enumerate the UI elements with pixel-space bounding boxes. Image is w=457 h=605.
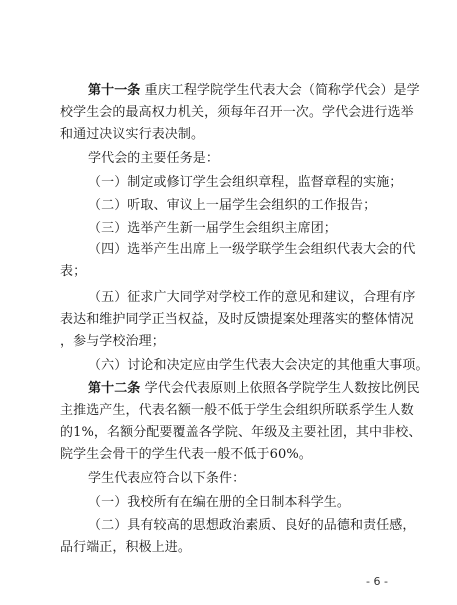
article-11-heading: 第十一条 xyxy=(88,83,141,98)
tasks-intro: 学代会的主要任务是： xyxy=(88,151,220,166)
condition-item-2-cont: 品行端正，积极上进。 xyxy=(60,540,192,555)
condition-item-1: （一）我校所有在编在册的全日制本科学生。 xyxy=(88,495,351,510)
article-11-text: 重庆工程学院学生代表大会（简称学代会）是学 xyxy=(140,83,420,98)
task-item-4-cont: 表； xyxy=(60,264,87,279)
task-item-5: （五）征求广大同学对学校工作的意见和建议，合理有序 xyxy=(88,290,416,305)
article-12-line-2: 主推选产生，代表名额一般不低于学生会组织所联系学生人数 xyxy=(60,403,414,418)
task-item-3: （三）选举产生新一届学生会组织主席团； xyxy=(88,221,337,236)
page-number: - 6 - xyxy=(366,575,388,588)
task-item-1: （一）制定或修订学生会组织章程，监督章程的实施； xyxy=(88,175,403,190)
task-item-5-cont-2: ，参与学校治理； xyxy=(60,334,165,349)
article-12-line-1 xyxy=(88,380,420,398)
conditions-intro: 学生代表应符合以下条件： xyxy=(88,471,246,486)
article-12-text: 学代会代表原则上依照各学院学生人数按比例民 xyxy=(140,381,420,396)
article-11-line-3: 和通过决议实行表决制。 xyxy=(60,127,205,142)
article-12-heading: 第十二条 xyxy=(88,381,141,396)
article-12-line-3: 的1%，名额分配要覆盖各学院、年级及主要社团，其中非校、 xyxy=(60,425,422,440)
condition-item-2: （二）具有较高的思想政治素质、良好的品德和责任感， xyxy=(88,518,416,533)
task-item-5-cont-1: 表达和维护同学正当权益，及时反馈提案处理落实的整体情况 xyxy=(60,312,414,327)
task-item-6: （六）讨论和决定应由学生代表大会决定的其他重大事项。 xyxy=(88,358,429,373)
article-11-line-1 xyxy=(88,82,420,100)
task-item-4: （四）选举产生出席上一级学联学生会组织代表大会的代 xyxy=(88,242,416,257)
article-11-line-2: 校学生会的最高权力机关，须每年召开一次。学代会进行选举 xyxy=(60,105,414,120)
article-12-line-4: 院学生会骨干的学生代表一般不低于60%。 xyxy=(60,447,312,462)
task-item-2: （二）听取、审议上一届学生会组织的工作报告； xyxy=(88,198,377,213)
